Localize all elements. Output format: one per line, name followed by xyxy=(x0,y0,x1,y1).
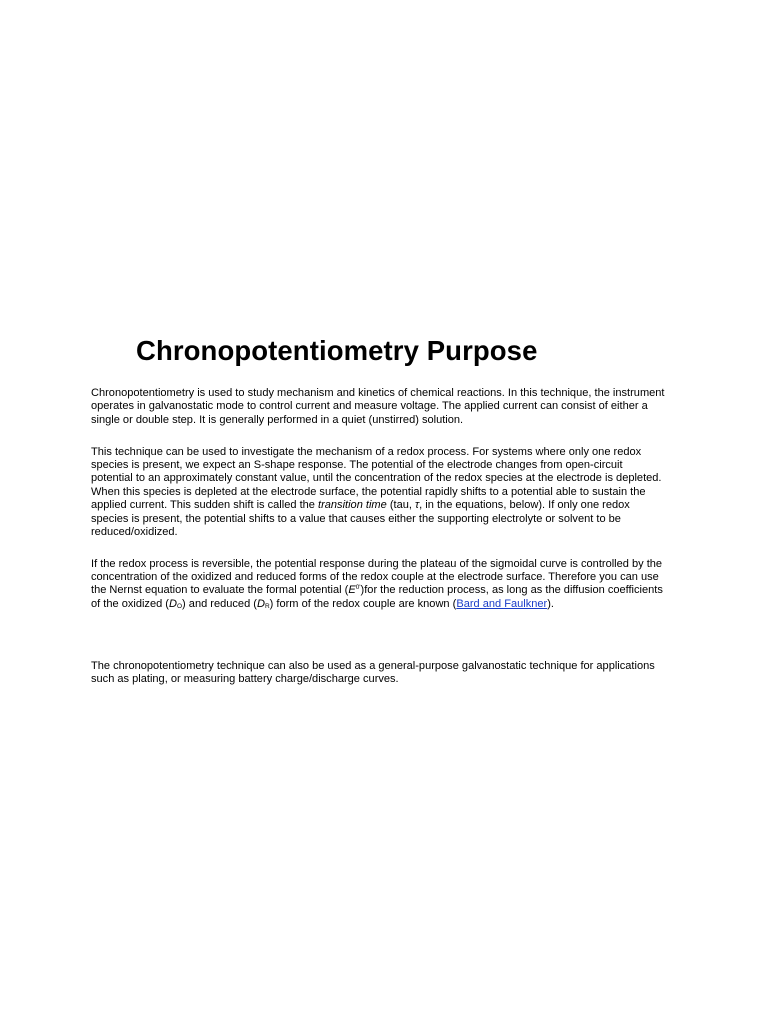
text-line: such as plating, or measuring battery charge/discharge curves. xyxy=(91,672,399,685)
text-run: ) and reduced ( xyxy=(182,597,257,610)
diffusion-coefficient-symbol: D xyxy=(256,597,265,610)
text-line: species is present, the potential shifts to a value that causes either the supporting electrolyte or solvent to be xyxy=(91,512,621,525)
transition-time-term: transition time xyxy=(318,499,387,512)
text-line: The chronopotentiometry technique can also be used as a general-purpose galvanostatic technique for applications xyxy=(91,659,655,672)
text-line: This technique can be used to investigate the mechanism of a redox process. For systems where only one redox xyxy=(91,445,642,458)
text-line: If the redox process is reversible, the potential response during the plateau of the sigmoidal curve is controlled by the xyxy=(91,557,663,570)
text-line: When this species is depleted at the electrode surface, the potential rapidly shifts to a potential able to sustain the xyxy=(91,485,646,498)
text-run: applied current. This sudden shift is called the xyxy=(91,499,319,512)
formal-potential-symbol: E xyxy=(348,584,356,597)
text-line: single or double step. It is generally performed in a quiet (unstirred) solution. xyxy=(91,413,464,426)
text-line xyxy=(91,584,691,597)
text-line: concentration of the oxidized and reduced forms of the redox couple at the electrode surface. Therefore you can use xyxy=(91,570,659,583)
paragraph-intro xyxy=(91,387,691,427)
text-run: the Nernst equation to evaluate the formal potential ( xyxy=(91,584,349,597)
text-line xyxy=(91,598,691,611)
text-line xyxy=(91,499,691,512)
text-line: Chronopotentiometry is used to study mechanism and kinetics of chemical reactions. In this technique, the instrument xyxy=(91,387,665,399)
diffusion-coefficient-symbol: D xyxy=(169,597,177,610)
text-run: ) form of the redox couple are known ( xyxy=(269,597,457,610)
text-run: )for the reduction process, as long as the diffusion coefficients xyxy=(360,584,663,597)
paragraph-mechanism xyxy=(91,446,691,540)
text-line: species is present, we expect an S-shape response. The potential of the electrode changes from open-circuit xyxy=(91,458,623,471)
text-line: reduced/oxidized. xyxy=(91,525,178,538)
text-run: of the oxidized ( xyxy=(91,597,169,610)
paragraph-reversible xyxy=(91,558,691,612)
oxidized-subscript: O xyxy=(176,603,183,611)
text-run: (tau, xyxy=(386,499,416,512)
text-run: ). xyxy=(547,597,554,610)
paragraph-applications xyxy=(91,660,691,687)
text-line: potential to an approximately constant value, until the concentration of the redox species at the electrode is depleted. xyxy=(91,472,662,485)
text-line: operates in galvanostatic mode to control current and measure voltage. The applied current can consist of either a xyxy=(91,400,648,413)
formal-potential-superscript: 0' xyxy=(355,584,361,592)
tau-symbol: τ xyxy=(415,499,420,512)
page-title: Chronopotentiometry Purpose xyxy=(136,335,538,366)
reduced-subscript: R xyxy=(264,603,270,611)
bard-faulkner-link[interactable]: Bard and Faulkner xyxy=(456,597,548,610)
text-run: , in the equations, below). If only one redox xyxy=(419,499,630,512)
